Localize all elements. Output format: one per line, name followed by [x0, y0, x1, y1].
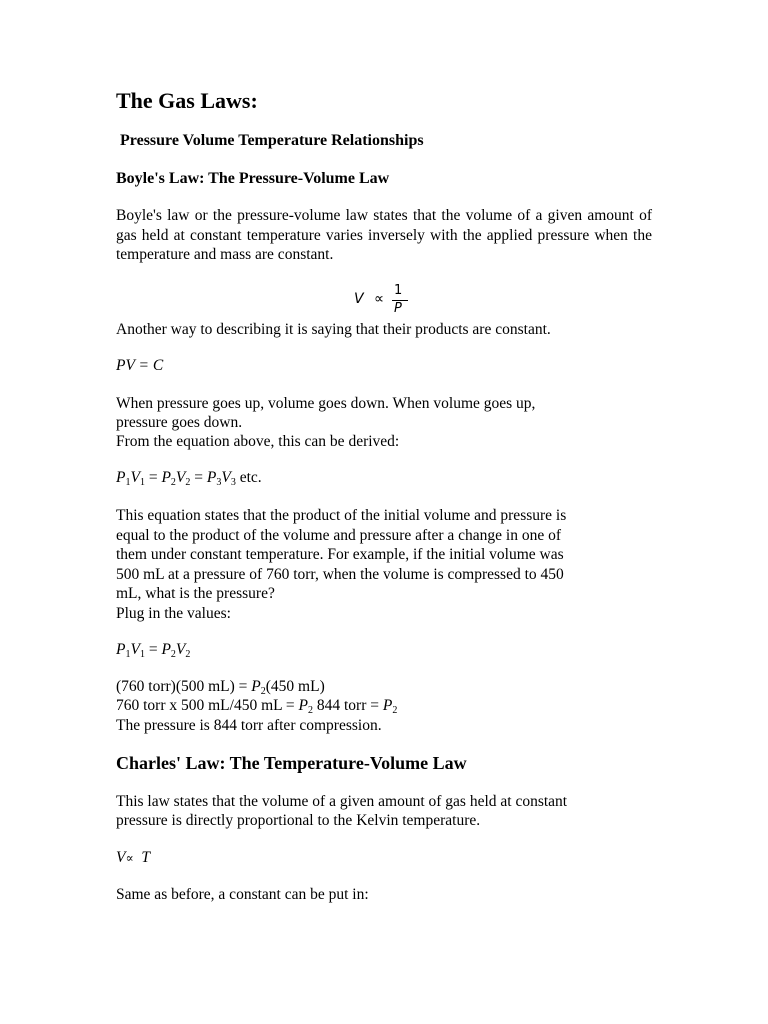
boyle-intro: Boyle's law or the pressure-volume law states that the volume of a given amount of gas held at constant temperature varies inversely with the applied pressure when the temperature and mass are constant.: [116, 207, 652, 263]
page-title: The Gas Laws:: [116, 88, 258, 113]
boyle-heading: Boyle's Law: The Pressure-Volume Law: [116, 170, 390, 187]
formula-v: V: [354, 291, 364, 307]
explain-line-4: 500 mL at a pressure of 760 torr, when the volume is compressed to 450: [116, 566, 564, 583]
charles-formula: V∝ T: [116, 849, 150, 866]
charles-heading: Charles' Law: The Temperature-Volume Law: [116, 753, 467, 773]
charles-line-1: This law states that the volume of a given amount of gas held at constant: [116, 793, 568, 810]
explain-line-1: This equation states that the product of the initial volume and pressure is: [116, 507, 567, 524]
derived-text: From the equation above, this can be derived:: [116, 433, 400, 450]
pv-equation: PV = C: [116, 357, 164, 374]
formula-denominator: P: [394, 301, 402, 316]
p1v1-equation: $P_1V_1 = P_2V_2$: [116, 641, 191, 660]
plug-text: Plug in the values:: [116, 605, 231, 622]
proportional-symbol: ∝: [374, 291, 385, 307]
explain-line-3: them under constant temperature. For example, if the initial volume was: [116, 546, 564, 563]
charles-line-2: pressure is directly proportional to the Kelvin temperature.: [116, 812, 481, 829]
pv-chain-equation: $P_1V_1 = P_2V_2 = P_3V_3$ etc.: [116, 469, 262, 488]
another-way-text: Another way to describing it is saying that their products are constant.: [116, 321, 551, 338]
calculation-line-1: (760 torr)(500 $mL) = P_2(450$ mL): [116, 678, 325, 697]
boyle-proportionality-formula: [354, 283, 414, 317]
calculation-line-2: 760 torr x 500 mL/450 mL = $P_2$ 844 torr = $P_2$: [116, 697, 398, 716]
when-line-1: When pressure goes up, volume goes down. When volume goes up,: [116, 395, 536, 412]
formula-numerator: 1: [394, 283, 403, 298]
constant-text: Same as before, a constant can be put in:: [116, 886, 369, 903]
result-text: The pressure is 844 torr after compression.: [116, 717, 382, 734]
explain-line-2: equal to the product of the volume and pressure after a change in one of: [116, 527, 562, 544]
page-subtitle: Pressure Volume Temperature Relationships: [120, 132, 424, 149]
explain-line-5: mL, what is the pressure?: [116, 585, 275, 602]
when-line-2: pressure goes down.: [116, 414, 243, 431]
